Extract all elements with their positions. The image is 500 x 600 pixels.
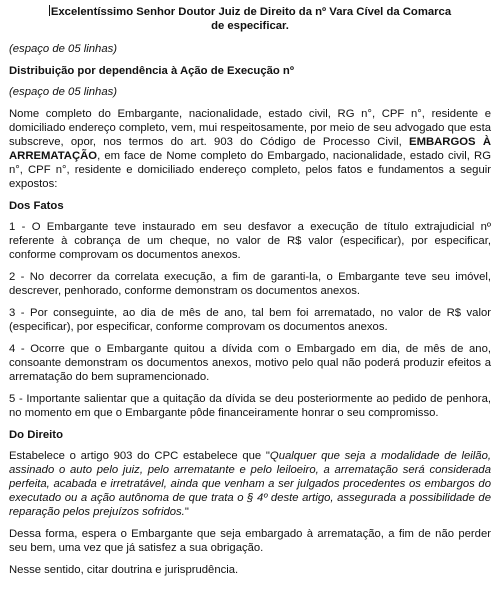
spacing-note: (espaço de 05 linhas) (9, 43, 118, 55)
law-quote: Qualquer que seja a modalidade de leilão, assinado o auto pelo juiz, pelo arrematante e pelo leiloeiro, a arrematação será considerada perfeita, acabada e irretratável, ainda que venham a ser julgados procedentes os embargos do executado ou a ação autônoma de que trata o § 4º deste artigo, assegurada a possibilidade de reparação pelos prejuízos sofridos. (9, 450, 491, 518)
spacing-note: (espaço de 05 linhas) (9, 86, 118, 98)
fact-paragraph-1: 1 - O Embargante teve instaurado em seu desfavor a execução de título extrajudicial nº referente à cobrança de um cheque, no valor de R$ valor (especificar), por especificar, conforme comprovam os documentos anexos. (9, 221, 491, 261)
fact-paragraph-5: 5 - Importante salientar que a quitação da dívida se deu posteriormente ao pedido de penhora, no momento em que o Embargante pôde financeiramente honrar o seu compromisso. (9, 393, 491, 419)
title-line-1: Excelentíssimo Senhor Doutor Juiz de Direito da nº Vara Cível da Comarca (50, 6, 452, 18)
request-paragraph: Dessa forma, espera o Embargante que seja embargado à arrematação, a fim de não perder seu bem, uma vez que já satisfez a sua obrigação. (9, 528, 491, 554)
fact-paragraph-2: 2 - No decorrer da correlata execução, a fim de garanti-la, o Embargante teve seu imóvel, descrever, penhorado, conforme demonstram os documentos anexos. (9, 271, 491, 297)
distribution-heading: Distribuição por dependência à Ação de Execução nº (9, 65, 294, 77)
fact-paragraph-3: 3 - Por conseguinte, ao dia de mês de ano, tal bem foi arrematado, no valor de R$ valor (especificar), por especificar, conforme comprovam os documentos anexos. (9, 307, 491, 333)
fact-paragraph-4: 4 - Ocorre que o Embargante quitou a dívida com o Embargado em dia, de mês de ano, consoante demonstram os documentos anexos, motivo pelo qual não poderá produzir efeitos a arrematação do bem supramencionado. (9, 343, 491, 383)
law-paragraph: Estabelece o artigo 903 do CPC estabelece que "Qualquer que seja a modalidade de leilão, assinado o auto pelo juiz, pelo arrematante e pelo leiloeiro, a arrematação será considerada perfeita, acabada e irretratável, ainda que venham a ser julgados procedentes os embargos do executado ou a ação autônoma de que trata o § 4º deste artigo, assegurada a possibilidade de reparação pelos prejuízos sofridos." (9, 450, 491, 518)
doctrine-paragraph: Nesse sentido, citar doutrina e jurisprudência. (9, 564, 239, 576)
title-line-2: de especificar. (211, 19, 289, 32)
law-heading: Do Direito (9, 429, 63, 441)
facts-heading: Dos Fatos (9, 200, 64, 212)
intro-paragraph: Nome completo do Embargante, nacionalidade, estado civil, RG n°, CPF n°, residente e domiciliado endereço completo, vem, mui respeitosamente, por meio de seu advogado que esta subscreve, opor, nos termos do art. 903 do Código de Processo Civil, EMBARGOS À ARREMATAÇÃO, em face de Nome completo do Embargado, nacionalidade, estado civil, RG n°, CPF n°, residente e domiciliado endereço completo, pelos fatos e fundamentos a seguir expostos: (9, 108, 491, 190)
embargos-title: EMBARGOS À ARREMATAÇÃO (9, 136, 491, 162)
document-title (9, 5, 491, 33)
text-cursor (49, 5, 50, 16)
